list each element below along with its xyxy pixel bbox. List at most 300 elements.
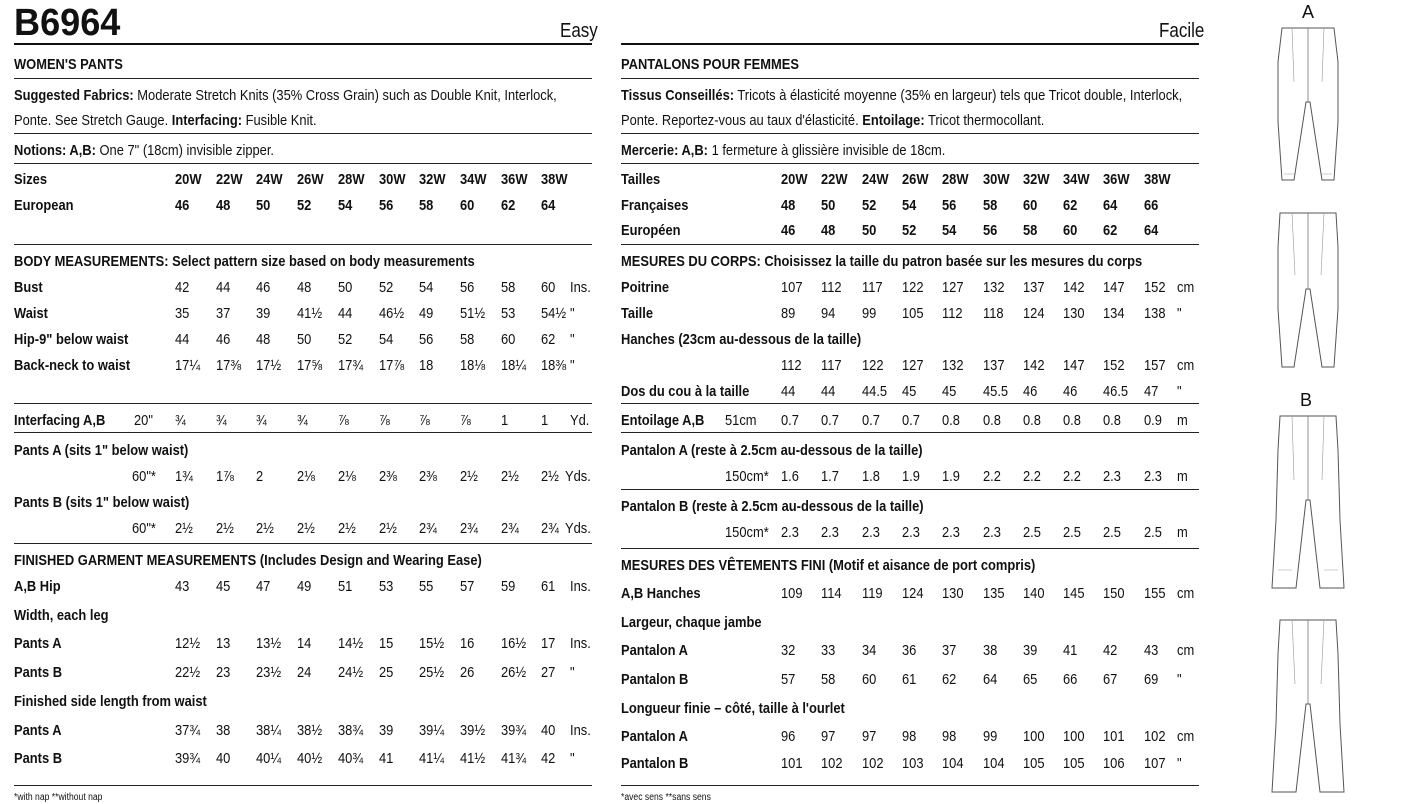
table-cell: 106 <box>1103 755 1125 772</box>
table-cell: 17 <box>541 635 556 652</box>
table-cell: 62 <box>500 197 515 214</box>
table-cell: 50 <box>821 197 836 214</box>
table-cell: 2.3 <box>821 524 840 541</box>
table-cell: 38¾ <box>337 722 363 739</box>
table-cell: 40 <box>215 750 231 767</box>
table-cell: 0.8 <box>982 412 1001 429</box>
table-cell: ⅞ <box>378 412 390 429</box>
table-cell: 1¾ <box>175 468 193 485</box>
table-cell: 65 <box>1022 671 1038 688</box>
table-cell: 40 <box>541 722 556 739</box>
fabrics-line-2 <box>14 112 317 130</box>
divider <box>14 43 592 45</box>
fabric-width: 150cm* <box>725 524 769 541</box>
table-cell: 41½ <box>297 305 323 322</box>
table-cell: 43 <box>175 578 190 595</box>
table-cell: 107 <box>781 279 803 296</box>
table-cell: 56 <box>378 197 393 214</box>
table-cell: 67 <box>1103 671 1118 688</box>
row-label: Bust <box>14 279 43 296</box>
table-cell: 0.7 <box>901 412 920 429</box>
table-cell: 97 <box>821 728 836 745</box>
table-cell: 2.5 <box>1022 524 1041 541</box>
table-cell: 62 <box>1103 222 1118 239</box>
table-cell: 2⅛ <box>297 468 316 485</box>
interfacing-label: Interfacing: <box>171 112 243 129</box>
row-label: European <box>14 197 74 214</box>
table-cell: 53 <box>500 305 515 322</box>
interfacing-text: Tricot thermocollant. <box>927 112 1045 129</box>
table-cell: 28W <box>337 171 365 188</box>
table-cell: 47 <box>1143 383 1159 400</box>
row-label: Poitrine <box>621 279 670 296</box>
table-cell: 64 <box>982 671 997 688</box>
divider <box>621 163 1199 164</box>
view-b-label: B <box>1300 390 1313 410</box>
table-cell: 26½ <box>500 664 526 681</box>
table-cell: 2.5 <box>1143 524 1162 541</box>
table-cell: 89 <box>781 305 796 322</box>
table-cell: 54½ <box>541 305 567 322</box>
table-cell: 2.3 <box>781 524 799 541</box>
table-cell: 32W <box>419 171 446 188</box>
table-cell: 102 <box>861 755 884 772</box>
unit-label: Yd. <box>570 412 590 429</box>
table-cell: 2.5 <box>1103 524 1122 541</box>
table-cell: 104 <box>982 755 1005 772</box>
table-cell: 98 <box>901 728 917 745</box>
table-cell: ¾ <box>215 412 227 429</box>
divider <box>14 133 592 134</box>
table-cell: 2⅜ <box>419 468 438 485</box>
table-cell: 44 <box>215 279 231 296</box>
table-cell: 50 <box>337 279 353 296</box>
table-cell: 18⅜ <box>541 357 567 374</box>
pants-a-back-drawing <box>1268 205 1348 375</box>
unit-label: " <box>1177 305 1182 322</box>
notions-line <box>621 142 945 160</box>
table-cell: 1.9 <box>942 468 961 485</box>
table-cell: 122 <box>901 279 924 296</box>
french-column <box>621 0 1205 803</box>
notions-label: Mercerie: A,B: <box>621 142 708 159</box>
table-cell: 42 <box>541 750 556 767</box>
table-cell: 100 <box>1063 728 1085 745</box>
table-cell: 44 <box>337 305 353 322</box>
interfacing-text: Fusible Knit. <box>245 112 317 129</box>
table-cell: 2.3 <box>982 524 1001 541</box>
unit-label: " <box>1177 755 1182 772</box>
divider <box>14 543 592 544</box>
table-cell: 118 <box>982 305 1004 322</box>
fabrics-text-2: Ponte. Reportez-vous au taux d'élasticité. <box>621 112 859 129</box>
table-cell: 147 <box>1063 357 1085 374</box>
table-cell: 12½ <box>175 635 201 652</box>
table-cell: 0.8 <box>1103 412 1122 429</box>
table-cell: 112 <box>781 357 802 374</box>
table-cell: 58 <box>1022 222 1038 239</box>
table-cell: 56 <box>419 331 434 348</box>
table-cell: 38¼ <box>256 722 282 739</box>
table-cell: 60 <box>500 331 515 348</box>
row-label: Waist <box>14 305 48 322</box>
table-cell: 60 <box>459 197 475 214</box>
table-cell: 130 <box>942 585 964 602</box>
divider <box>14 163 592 164</box>
table-cell: 119 <box>861 585 883 602</box>
body-measurements-heading: MESURES DU CORPS: Choisissez la taille du patron basée sur les mesures du corps <box>621 253 1143 270</box>
table-cell: 32 <box>781 642 796 659</box>
fabrics-text: Tricots à élasticité moyenne (35% en largeur) tels que Tricot double, Interlock, <box>737 87 1183 104</box>
table-cell: 42 <box>1103 642 1118 659</box>
notions-text: One 7" (18cm) invisible zipper. <box>99 142 275 159</box>
table-cell: 54 <box>901 197 917 214</box>
fabrics-line-1 <box>621 87 1182 105</box>
table-cell: 17⅝ <box>297 357 323 374</box>
width-heading: Width, each leg <box>14 607 109 624</box>
table-cell: 22W <box>215 171 243 188</box>
divider <box>621 43 1199 45</box>
unit-label: Yds. <box>565 520 591 537</box>
table-cell: 2.2 <box>1063 468 1082 485</box>
table-cell: 17⅞ <box>378 357 404 374</box>
footnote: *avec sens **sans sens <box>621 792 711 803</box>
divider <box>621 489 1199 490</box>
table-cell: 44 <box>175 331 190 348</box>
table-cell: 99 <box>861 305 876 322</box>
table-cell: 18 <box>419 357 434 374</box>
table-cell: 2.2 <box>982 468 1001 485</box>
table-cell: 13½ <box>256 635 282 652</box>
table-cell: 48 <box>821 222 836 239</box>
english-column <box>14 0 598 803</box>
table-cell: 101 <box>781 755 803 772</box>
table-cell: 56 <box>982 222 997 239</box>
table-cell: 55 <box>419 578 434 595</box>
table-cell: 20W <box>781 171 808 188</box>
table-cell: ⅞ <box>459 412 471 429</box>
table-cell: 2½ <box>500 468 519 485</box>
table-cell: 145 <box>1063 585 1085 602</box>
table-cell: 66 <box>1063 671 1078 688</box>
table-cell: 36W <box>500 171 528 188</box>
table-cell: 1.8 <box>861 468 880 485</box>
table-cell: 24½ <box>337 664 363 681</box>
table-cell: 2.3 <box>901 524 920 541</box>
table-cell: 44 <box>821 383 836 400</box>
table-cell: 46.5 <box>1103 383 1129 400</box>
table-cell: 43 <box>1143 642 1159 659</box>
divider <box>621 133 1199 134</box>
table-cell: 30W <box>378 171 406 188</box>
table-cell: 122 <box>861 357 884 374</box>
table-cell: 45 <box>215 578 231 595</box>
table-cell: 56 <box>459 279 475 296</box>
table-cell: 17¼ <box>175 357 201 374</box>
table-cell: 42 <box>175 279 190 296</box>
table-cell: 41¾ <box>500 750 526 767</box>
table-cell: 41 <box>1063 642 1078 659</box>
table-cell: 54 <box>378 331 393 348</box>
table-cell: 2¾ <box>459 520 478 537</box>
divider <box>621 785 1199 786</box>
row-label: Dos du cou à la taille <box>621 383 750 400</box>
table-cell: 23 <box>215 664 231 681</box>
table-cell: 39½ <box>459 722 486 739</box>
divider <box>14 432 592 433</box>
table-cell: 44 <box>781 383 796 400</box>
row-label: Européen <box>621 222 681 239</box>
table-cell: 2⅛ <box>337 468 356 485</box>
table-cell: 0.9 <box>1143 412 1162 429</box>
table-cell: ¾ <box>256 412 268 429</box>
table-cell: ⅞ <box>419 412 430 429</box>
table-cell: 50 <box>297 331 312 348</box>
table-cell: 99 <box>982 728 997 745</box>
table-cell: 157 <box>1143 357 1166 374</box>
pants-a-heading: Pants A (sits 1" below waist) <box>14 442 189 459</box>
table-cell: 152 <box>1103 357 1125 374</box>
body-measurements-heading: BODY MEASUREMENTS: Select pattern size based on body measurements <box>14 253 475 270</box>
table-cell: 48 <box>781 197 796 214</box>
table-cell: 100 <box>1022 728 1045 745</box>
difficulty-label: Easy <box>560 20 598 42</box>
table-cell: 22W <box>821 171 848 188</box>
table-cell: 130 <box>1063 305 1085 322</box>
table-cell: 107 <box>1143 755 1166 772</box>
table-cell: 2½ <box>378 520 397 537</box>
section-title: WOMEN'S PANTS <box>14 56 123 73</box>
table-cell: 105 <box>1022 755 1045 772</box>
row-label: Pants A <box>14 722 62 739</box>
table-cell: 40¾ <box>337 750 363 767</box>
table-cell: 44.5 <box>861 383 887 400</box>
table-cell: 62 <box>942 671 957 688</box>
table-cell: 41½ <box>459 750 486 767</box>
table-cell: 47 <box>256 578 271 595</box>
table-cell: 112 <box>942 305 963 322</box>
table-cell: 1 <box>500 412 508 429</box>
table-cell: 138 <box>1143 305 1166 322</box>
table-cell: 14½ <box>337 635 363 652</box>
table-cell: 52 <box>297 197 312 214</box>
finished-heading: MESURES DES VÊTEMENTS FINI (Motif et aisance de port compris) <box>621 557 1036 574</box>
table-cell: ¾ <box>297 412 308 429</box>
table-cell: 28W <box>942 171 969 188</box>
unit-label: cm <box>1177 728 1195 745</box>
fabrics-line-2 <box>621 112 1044 130</box>
table-cell: 127 <box>942 279 964 296</box>
table-cell: 46 <box>215 331 231 348</box>
table-cell: 58 <box>821 671 836 688</box>
table-cell: 49 <box>419 305 434 322</box>
table-cell: 2⅜ <box>378 468 397 485</box>
table-cell: 32W <box>1022 171 1050 188</box>
fabric-width: 20" <box>134 412 153 429</box>
divider <box>621 548 1199 549</box>
row-label: Tailles <box>621 171 661 188</box>
unit-label: Ins. <box>570 635 591 652</box>
table-cell: 33 <box>821 642 836 659</box>
table-cell: 98 <box>942 728 957 745</box>
table-cell: 103 <box>901 755 924 772</box>
table-cell: 60 <box>861 671 876 688</box>
table-cell: 16 <box>459 635 475 652</box>
row-label: Françaises <box>621 197 689 214</box>
table-cell: 46 <box>781 222 796 239</box>
row-label: A,B Hip <box>14 578 61 595</box>
table-cell: 52 <box>378 279 393 296</box>
table-cell: 57 <box>781 671 796 688</box>
table-cell: 69 <box>1143 671 1159 688</box>
table-cell: 2½ <box>256 520 275 537</box>
table-cell: 36W <box>1103 171 1130 188</box>
row-label: Back-neck to waist <box>14 357 131 374</box>
table-cell: 13 <box>215 635 231 652</box>
table-cell: 17⅜ <box>215 357 241 374</box>
table-cell: 20W <box>175 171 202 188</box>
table-cell: 58 <box>459 331 475 348</box>
table-cell: 102 <box>821 755 843 772</box>
table-cell: 137 <box>1022 279 1045 296</box>
finished-heading: FINISHED GARMENT MEASUREMENTS (Includes Design and Wearing Ease) <box>14 552 482 569</box>
table-cell: 60 <box>1063 222 1078 239</box>
table-cell: 1⅞ <box>215 468 234 485</box>
table-cell: 56 <box>942 197 957 214</box>
table-cell: 14 <box>297 635 312 652</box>
unit-label: Yds. <box>565 468 591 485</box>
row-label: Taille <box>621 305 654 322</box>
table-cell: 46 <box>1063 383 1078 400</box>
table-cell: 127 <box>901 357 924 374</box>
table-cell: 23½ <box>256 664 282 681</box>
table-cell: 39 <box>378 722 393 739</box>
divider <box>14 78 592 79</box>
table-cell: 41¼ <box>419 750 445 767</box>
table-cell: 0.8 <box>942 412 961 429</box>
table-cell: ⅞ <box>337 412 349 429</box>
table-cell: 60 <box>541 279 556 296</box>
fabric-width: 150cm* <box>725 468 769 485</box>
row-label: Interfacing A,B <box>14 412 106 429</box>
table-cell: 38 <box>982 642 997 659</box>
table-cell: 39¾ <box>175 750 201 767</box>
table-cell: 38W <box>541 171 568 188</box>
table-cell: 105 <box>1063 755 1085 772</box>
table-cell: 46 <box>256 279 271 296</box>
table-cell: 34W <box>459 171 487 188</box>
table-cell: 147 <box>1103 279 1125 296</box>
table-cell: 45 <box>901 383 917 400</box>
notions-label: Notions: A,B: <box>14 142 96 159</box>
table-cell: 2½ <box>337 520 356 537</box>
table-cell: 30W <box>982 171 1010 188</box>
table-cell: 142 <box>1063 279 1085 296</box>
table-cell: 94 <box>821 305 836 322</box>
fabrics-text: Moderate Stretch Knits (35% Cross Grain) such as Double Knit, Interlock, <box>137 87 557 104</box>
table-cell: 61 <box>541 578 556 595</box>
table-cell: 140 <box>1022 585 1045 602</box>
table-cell: 25 <box>378 664 393 681</box>
table-cell: 54 <box>419 279 434 296</box>
table-cell: 50 <box>256 197 271 214</box>
table-cell: 2½ <box>175 520 193 537</box>
table-cell: 124 <box>1022 305 1045 322</box>
fabric-width: 60"* <box>132 520 156 537</box>
unit-label: " <box>570 331 575 348</box>
table-cell: 2½ <box>297 520 316 537</box>
table-cell: 2.3 <box>942 524 961 541</box>
view-a-label: A <box>1302 2 1315 22</box>
fabric-width: 60"* <box>132 468 156 485</box>
row-label: Pantalon A <box>621 642 688 659</box>
row-label: Pants B <box>14 750 63 767</box>
table-cell: 39¼ <box>419 722 445 739</box>
unit-label: cm <box>1177 357 1195 374</box>
table-cell: 64 <box>1103 197 1118 214</box>
table-cell: 1.9 <box>901 468 920 485</box>
table-cell: 15 <box>378 635 393 652</box>
table-cell: 26W <box>901 171 929 188</box>
pants-b-back-drawing <box>1268 612 1348 797</box>
hips-label: Hanches (23cm au-dessous de la taille) <box>621 331 862 348</box>
divider <box>14 403 592 404</box>
fabrics-text-2: Ponte. See Stretch Gauge. <box>14 112 169 129</box>
pants-a-front-drawing <box>1268 22 1348 187</box>
table-cell: 60 <box>1022 197 1038 214</box>
table-cell: 58 <box>500 279 515 296</box>
fabrics-label: Suggested Fabrics: <box>14 87 134 104</box>
table-cell: 41 <box>378 750 393 767</box>
table-cell: 46½ <box>378 305 404 322</box>
table-cell: 2.2 <box>1022 468 1041 485</box>
table-cell: 16½ <box>500 635 526 652</box>
table-cell: 36 <box>901 642 917 659</box>
table-cell: 96 <box>781 728 796 745</box>
table-cell: 2.3 <box>1103 468 1122 485</box>
row-label: Pants B <box>14 664 63 681</box>
width-heading: Largeur, chaque jambe <box>621 614 762 631</box>
table-cell: 54 <box>942 222 957 239</box>
table-cell: 48 <box>256 331 271 348</box>
table-cell: 38W <box>1143 171 1171 188</box>
unit-label: " <box>1177 383 1182 400</box>
unit-label: cm <box>1177 585 1195 602</box>
table-cell: 18¼ <box>500 357 526 374</box>
pants-a-heading: Pantalon A (reste à 2.5cm au-dessous de la taille) <box>621 442 923 459</box>
table-cell: 51 <box>337 578 353 595</box>
row-label: Pants A <box>14 635 62 652</box>
table-cell: 52 <box>861 197 876 214</box>
table-cell: 24W <box>256 171 283 188</box>
unit-label: " <box>1177 671 1182 688</box>
table-cell: 46 <box>1022 383 1038 400</box>
table-cell: 18⅛ <box>459 357 486 374</box>
table-cell: 58 <box>419 197 434 214</box>
table-cell: 102 <box>1143 728 1166 745</box>
table-cell: 2¾ <box>500 520 519 537</box>
table-cell: 0.7 <box>821 412 840 429</box>
unit-label: " <box>570 357 575 374</box>
fabric-width: 51cm <box>725 412 757 429</box>
table-cell: 40½ <box>297 750 323 767</box>
unit-label: m <box>1177 524 1188 541</box>
pants-b-heading: Pantalon B (reste à 2.5cm au-dessous de la taille) <box>621 498 924 515</box>
row-label: Hip-9" below waist <box>14 331 129 348</box>
table-cell: 2½ <box>459 468 478 485</box>
table-cell: 15½ <box>419 635 445 652</box>
table-cell: 39 <box>1022 642 1038 659</box>
